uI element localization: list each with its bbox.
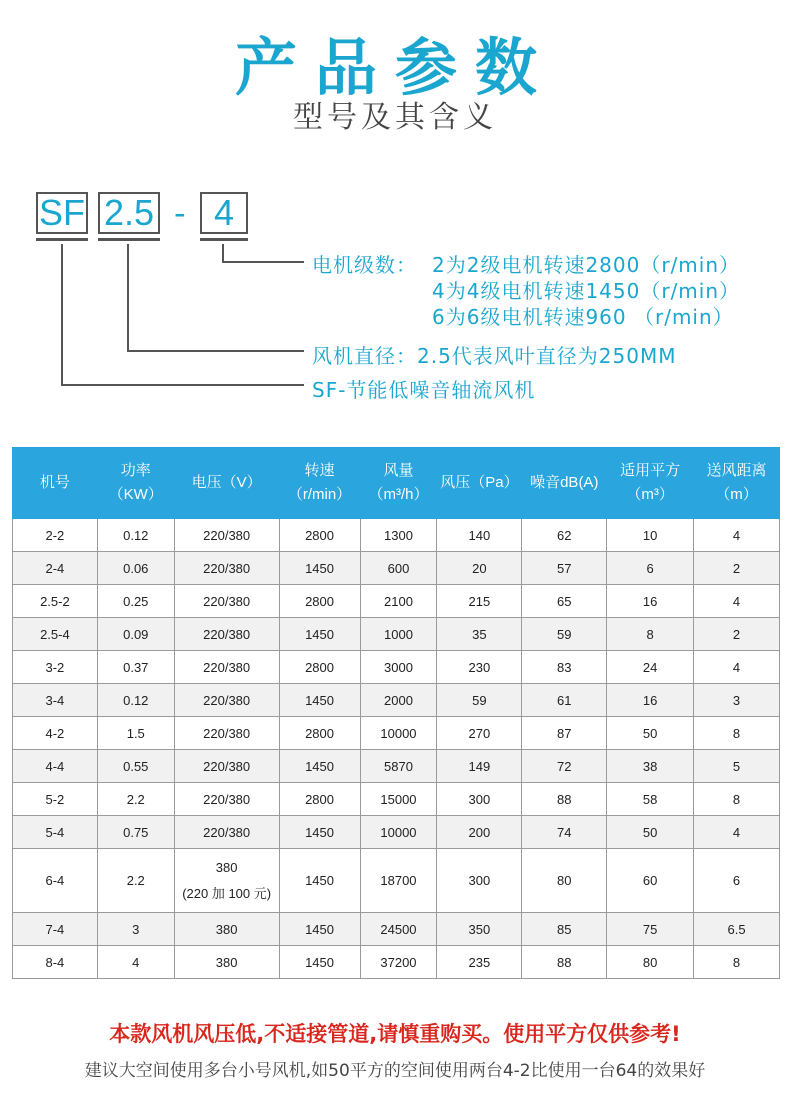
table-cell: 2800 [279,783,360,816]
table-cell: 1000 [360,618,437,651]
table-cell: 50 [607,816,694,849]
table-cell: 149 [437,750,522,783]
table-cell: 7-4 [13,913,98,946]
table-cell: 37200 [360,946,437,979]
table-cell: 380 [174,946,279,979]
table-cell: 8 [694,717,780,750]
table-row [13,849,780,913]
table-cell: 220/380 [174,717,279,750]
table-cell: 10 [607,519,694,552]
model-code-sf: SF [36,192,88,234]
table-cell: 215 [437,585,522,618]
table-cell: 230 [437,651,522,684]
column-header: 转速 （r/min） [279,448,360,519]
connector-diameter-horizontal [127,350,304,352]
table-row [13,946,780,979]
table-cell: 10000 [360,717,437,750]
table-cell: 4-2 [13,717,98,750]
table-cell: 60 [607,849,694,913]
connector-poles-vertical [222,244,224,262]
table-cell: 0.55 [97,750,174,783]
table-cell: 2.2 [97,849,174,913]
table-cell: 20 [437,552,522,585]
motor-poles-line-1: 2为2级电机转速2800（r/min） [432,253,741,277]
model-code-diameter: 2.5 [98,192,160,234]
table-cell: 0.37 [97,651,174,684]
table-cell: 270 [437,717,522,750]
table-cell: 1450 [279,946,360,979]
table-cell: 0.25 [97,585,174,618]
table-cell: 10000 [360,816,437,849]
table-cell: 350 [437,913,522,946]
table-cell: 0.12 [97,519,174,552]
table-cell: 6-4 [13,849,98,913]
column-header: 功率 （KW） [97,448,174,519]
table-cell: 2800 [279,651,360,684]
table-cell: 140 [437,519,522,552]
connector-poles-horizontal [222,261,304,263]
table-cell: 235 [437,946,522,979]
table-cell: 1450 [279,552,360,585]
page-title: 产品参数 [234,31,555,104]
table-cell: 85 [522,913,607,946]
table-cell: 220/380 [174,552,279,585]
table-cell: 1450 [279,750,360,783]
table-cell: 1.5 [97,717,174,750]
table-cell: 8-4 [13,946,98,979]
table-cell: 380 [174,913,279,946]
table-cell: 2-4 [13,552,98,585]
table-cell: 220/380 [174,651,279,684]
table-cell: 80 [607,946,694,979]
table-cell: 4 [694,585,780,618]
table-cell: 58 [607,783,694,816]
motor-poles-label: 电机级数： [312,253,417,277]
table-cell: 38 [607,750,694,783]
table-row [13,585,780,618]
table-cell: 18700 [360,849,437,913]
model-code-poles: 4 [200,192,248,234]
table-cell: 57 [522,552,607,585]
table-cell: 5 [694,750,780,783]
table-row [13,684,780,717]
table-cell: 2000 [360,684,437,717]
table-cell: 2 [694,552,780,585]
table-row [13,717,780,750]
table-row [13,519,780,552]
table-cell: 2.2 [97,783,174,816]
table-cell: 220/380 [174,816,279,849]
table-cell: 5-2 [13,783,98,816]
table-cell: 3 [97,913,174,946]
table-cell: 220/380 [174,783,279,816]
column-header: 送风距离 （m） [694,448,780,519]
table-cell: 2800 [279,717,360,750]
warning-notice: 本款风机风压低,不适接管道,请慎重购买。使用平方仅供参考! [109,1022,681,1046]
table-cell: 74 [522,816,607,849]
table-cell: 35 [437,618,522,651]
table-cell: 3 [694,684,780,717]
table-cell: 16 [607,684,694,717]
table-cell: 220/380 [174,618,279,651]
model-code-separator: - [174,194,186,232]
connector-series-vertical [61,244,63,385]
table-cell: 1450 [279,816,360,849]
table-cell: 0.75 [97,816,174,849]
connector-series-horizontal [61,384,304,386]
table-cell: 200 [437,816,522,849]
table-cell: 2100 [360,585,437,618]
table-cell: 4 [97,946,174,979]
column-header: 风量 （m³/h） [360,448,437,519]
table-cell: 220/380 [174,750,279,783]
table-cell: 16 [607,585,694,618]
table-cell: 5870 [360,750,437,783]
diameter-description: 风机直径：2.5代表风叶直径为250MM [312,344,677,368]
table-row [13,618,780,651]
column-header: 适用平方 （m³） [607,448,694,519]
table-cell: 2 [694,618,780,651]
table-cell: 59 [522,618,607,651]
table-cell: 80 [522,849,607,913]
table-cell: 300 [437,783,522,816]
usage-tip: 建议大空间使用多台小号风机,如50平方的空间使用两台4-2比使用一台64的效果好 [84,1061,706,1081]
column-header: 风压（Pa） [437,448,522,519]
table-cell: 0.09 [97,618,174,651]
motor-poles-line-3: 6为6级电机转速960 （r/min） [432,305,734,329]
table-cell: 220/380 [174,519,279,552]
page-subtitle: 型号及其含义 [293,100,497,135]
table-cell: 220/380 [174,684,279,717]
table-cell: 72 [522,750,607,783]
spec-table [12,447,780,979]
table-cell: 62 [522,519,607,552]
table-row [13,913,780,946]
table-cell: 2800 [279,519,360,552]
table-cell: 300 [437,849,522,913]
table-row [13,552,780,585]
column-header: 机号 [13,448,98,519]
table-cell: 0.12 [97,684,174,717]
table-cell: 3000 [360,651,437,684]
table-row [13,750,780,783]
table-cell: 4 [694,816,780,849]
table-cell: 2800 [279,585,360,618]
table-cell: 1450 [279,684,360,717]
table-cell: 61 [522,684,607,717]
table-cell: 65 [522,585,607,618]
table-cell: 6 [607,552,694,585]
table-cell: 1450 [279,849,360,913]
column-header: 电压（V） [174,448,279,519]
table-cell: 2.5-2 [13,585,98,618]
table-cell: 3-4 [13,684,98,717]
table-cell: 2.5-4 [13,618,98,651]
table-cell: 3-2 [13,651,98,684]
table-cell: 88 [522,946,607,979]
table-cell: 600 [360,552,437,585]
table-cell: 6.5 [694,913,780,946]
table-cell: 0.06 [97,552,174,585]
table-cell: 88 [522,783,607,816]
table-cell: 4 [694,651,780,684]
column-header: 噪音dB(A) [522,448,607,519]
table-cell: 87 [522,717,607,750]
table-cell: 4-4 [13,750,98,783]
table-cell: 8 [607,618,694,651]
table-cell: 1450 [279,913,360,946]
table-cell: 24500 [360,913,437,946]
connector-diameter-vertical [127,244,129,351]
table-cell: 15000 [360,783,437,816]
table-cell: 8 [694,783,780,816]
series-description: SF-节能低噪音轴流风机 [312,378,536,402]
table-cell: 50 [607,717,694,750]
motor-poles-line-2: 4为4级电机转速1450（r/min） [432,279,741,303]
table-cell: 24 [607,651,694,684]
table-cell: 59 [437,684,522,717]
table-cell: 8 [694,946,780,979]
table-cell: 75 [607,913,694,946]
table-cell: 5-4 [13,816,98,849]
table-cell: 83 [522,651,607,684]
table-row [13,651,780,684]
table-cell: 2-2 [13,519,98,552]
table-row [13,816,780,849]
table-cell: 6 [694,849,780,913]
spec-table-header [13,448,780,519]
table-cell: 4 [694,519,780,552]
table-cell: 1300 [360,519,437,552]
table-cell: 1450 [279,618,360,651]
table-cell: 380 (220 加 100 元) [174,849,279,913]
table-cell: 220/380 [174,585,279,618]
table-row [13,783,780,816]
